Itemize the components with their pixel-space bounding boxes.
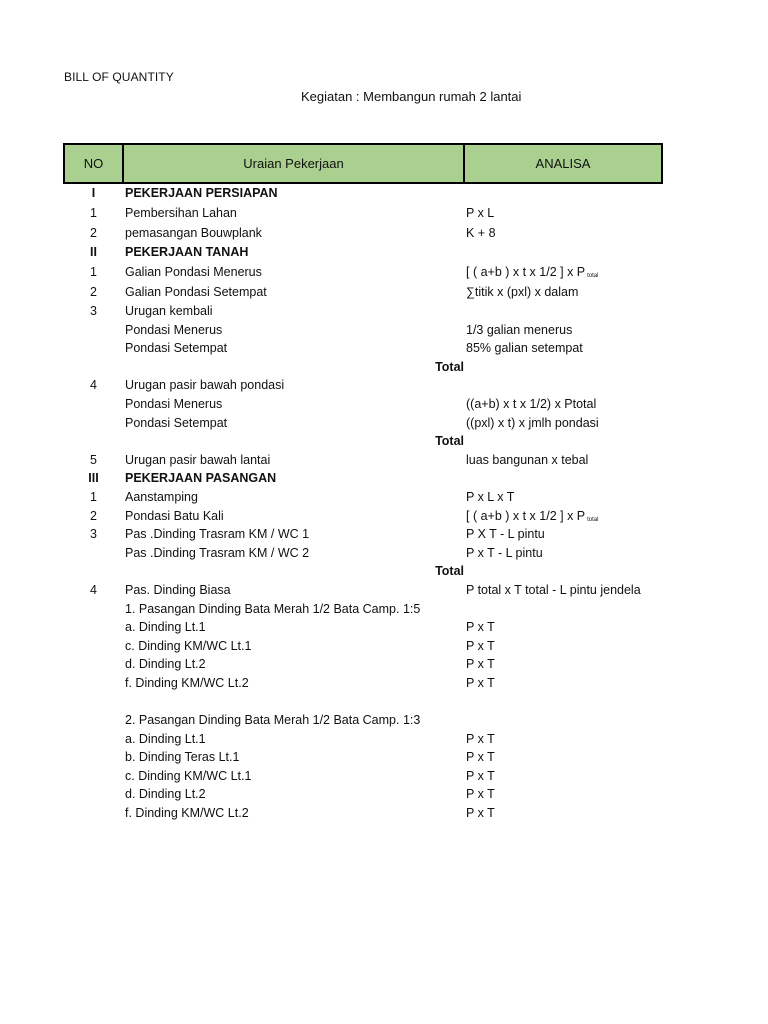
row-analisa (466, 674, 495, 693)
table-row (63, 525, 663, 544)
table-header (63, 143, 663, 184)
row-description: f. Dinding KM/WC Lt.2 (125, 806, 249, 821)
document-subtitle: Kegiatan : Membangun rumah 2 lantai (301, 89, 522, 104)
row-analisa-text: K + 8 (466, 226, 496, 240)
table-body (63, 184, 663, 823)
row-analisa-text: 1/3 galian menerus (466, 322, 573, 337)
row-analisa (466, 730, 495, 749)
row-analisa-text: P x T - L pintu (466, 545, 543, 560)
table-row (63, 488, 663, 507)
row-analisa-subscript: total (587, 273, 599, 279)
row-total-label: Total (435, 564, 464, 579)
header-uraian: Uraian Pekerjaan (122, 143, 465, 184)
table-row (63, 730, 663, 749)
row-total-label: Total (435, 359, 464, 374)
table-row (63, 432, 663, 451)
row-analisa-text: P X T - L pintu (466, 527, 545, 542)
row-description: Pondasi Batu Kali (125, 508, 224, 523)
row-analisa (466, 224, 496, 243)
row-analisa-subscript: total (587, 516, 599, 523)
row-analisa-text: P total x T total - L pintu jendela (466, 582, 641, 597)
table-row (63, 618, 663, 637)
row-analisa (466, 618, 495, 637)
row-analisa-text: P x T (466, 731, 495, 746)
row-description: f. Dinding KM/WC Lt.2 (125, 675, 249, 690)
table-row (63, 395, 663, 414)
row-description: PEKERJAAN PERSIAPAN (125, 186, 278, 200)
row-number: 5 (90, 452, 97, 467)
row-description: Aanstamping (125, 489, 198, 504)
row-analisa-text: [ ( a+b ) x t x 1/2 ] x P (466, 265, 586, 279)
header-no: NO (63, 143, 124, 184)
row-analisa-text: ∑titik x (pxl) x dalam (466, 285, 579, 299)
table-row (63, 243, 663, 262)
row-analisa-text: P x T (466, 750, 495, 765)
row-description: Urugan pasir bawah pondasi (125, 378, 285, 393)
row-description: 1. Pasangan Dinding Bata Merah 1/2 Bata Camp. 1:5 (125, 601, 421, 616)
table-row (63, 711, 663, 730)
row-description: Pas. Dinding Biasa (125, 582, 231, 597)
row-number: 2 (90, 226, 97, 240)
row-description: Pembersihan Lahan (125, 206, 237, 220)
row-analisa (466, 655, 495, 674)
row-number: II (90, 245, 97, 259)
row-description: Pondasi Setempat (125, 341, 228, 356)
row-analisa (466, 202, 494, 224)
row-number: 3 (90, 304, 97, 318)
row-description: c. Dinding KM/WC Lt.1 (125, 768, 252, 783)
table-row (63, 655, 663, 674)
row-description: Urugan kembali (125, 304, 213, 318)
row-description: Pas .Dinding Trasram KM / WC 2 (125, 545, 310, 560)
table-row (63, 321, 663, 340)
table-row (63, 804, 663, 823)
row-analisa (466, 395, 596, 414)
row-analisa (466, 283, 578, 302)
row-analisa (466, 804, 495, 823)
row-analisa (466, 414, 599, 433)
row-analisa-text: 85% galian setempat (466, 341, 583, 356)
row-analisa-text: [ ( a+b ) x t x 1/2 ] x P (466, 508, 586, 523)
table-row (63, 339, 663, 358)
row-description: Urugan pasir bawah lantai (125, 452, 271, 467)
row-number: 4 (90, 378, 97, 393)
row-description: Pondasi Setempat (125, 415, 228, 430)
document-title: BILL OF QUANTITY (64, 70, 174, 84)
table-row (63, 202, 663, 224)
row-analisa-text: P x T (466, 657, 495, 672)
row-description: d. Dinding Lt.2 (125, 787, 206, 802)
table-row (63, 469, 663, 488)
row-analisa-text: P x T (466, 638, 495, 653)
table-row (63, 302, 663, 321)
row-description: 2. Pasangan Dinding Bata Merah 1/2 Bata Camp. 1:3 (125, 713, 421, 728)
row-total-label: Total (435, 434, 464, 449)
row-description: Pas .Dinding Trasram KM / WC 1 (125, 527, 310, 542)
row-analisa (466, 451, 588, 470)
row-number: 2 (90, 508, 97, 523)
row-description: PEKERJAAN TANAH (125, 245, 249, 259)
row-description: pemasangan Bouwplank (125, 226, 262, 240)
table-row (63, 562, 663, 581)
row-number: I (91, 186, 96, 200)
row-description: Galian Pondasi Setempat (125, 285, 267, 299)
row-analisa (466, 767, 495, 786)
row-description: Galian Pondasi Menerus (125, 265, 262, 279)
row-analisa-text: ((a+b) x t x 1/2) x Ptotal (466, 396, 597, 411)
header-analisa: ANALISA (463, 143, 663, 184)
table-row (63, 767, 663, 786)
row-analisa (466, 339, 583, 358)
row-analisa (466, 785, 495, 804)
table-row (63, 358, 663, 377)
row-analisa-text: P x T (466, 620, 495, 635)
row-analisa (466, 321, 572, 340)
row-number: III (88, 471, 99, 486)
table-row (63, 376, 663, 395)
row-number: 1 (90, 489, 97, 504)
table-row (63, 283, 663, 302)
row-description: Pondasi Menerus (125, 322, 223, 337)
row-analisa-text: P x L x T (466, 489, 515, 504)
table-row (63, 414, 663, 433)
row-analisa-text: ((pxl) x t) x jmlh pondasi (466, 415, 599, 430)
row-number: 2 (90, 285, 97, 299)
row-description: b. Dinding Teras Lt.1 (125, 750, 240, 765)
table-row (63, 184, 663, 202)
row-analisa (466, 581, 641, 600)
row-number: 1 (90, 265, 97, 279)
row-analisa (466, 488, 514, 507)
row-analisa-text: P x L (466, 206, 495, 220)
row-analisa-text: P x T (466, 675, 495, 690)
row-number: 1 (90, 206, 97, 220)
table-row (63, 262, 663, 283)
table-row (63, 600, 663, 619)
table-row (63, 507, 663, 526)
row-description: a. Dinding Lt.1 (125, 731, 206, 746)
table-row (63, 581, 663, 600)
row-number: 3 (90, 527, 97, 542)
table-row (63, 785, 663, 804)
row-description: Pondasi Menerus (125, 396, 223, 411)
table-row (63, 674, 663, 693)
table-row (63, 224, 663, 243)
row-analisa-text: P x T (466, 806, 495, 821)
row-description: a. Dinding Lt.1 (125, 620, 206, 635)
row-description: c. Dinding KM/WC Lt.1 (125, 638, 252, 653)
row-analisa (466, 748, 495, 767)
row-analisa (466, 544, 543, 563)
row-analisa-text: P x T (466, 768, 495, 783)
row-description: PEKERJAAN PASANGAN (125, 471, 277, 486)
row-analisa (466, 525, 545, 544)
row-number: 4 (90, 582, 97, 597)
table-row (63, 748, 663, 767)
row-analisa-text: P x T (466, 787, 495, 802)
row-analisa-text: luas bangunan x tebal (466, 452, 589, 467)
table-row (63, 637, 663, 656)
row-analisa (466, 637, 495, 656)
table-row (63, 451, 663, 470)
row-description: d. Dinding Lt.2 (125, 657, 206, 672)
table-row (63, 544, 663, 563)
table-row (63, 692, 663, 711)
